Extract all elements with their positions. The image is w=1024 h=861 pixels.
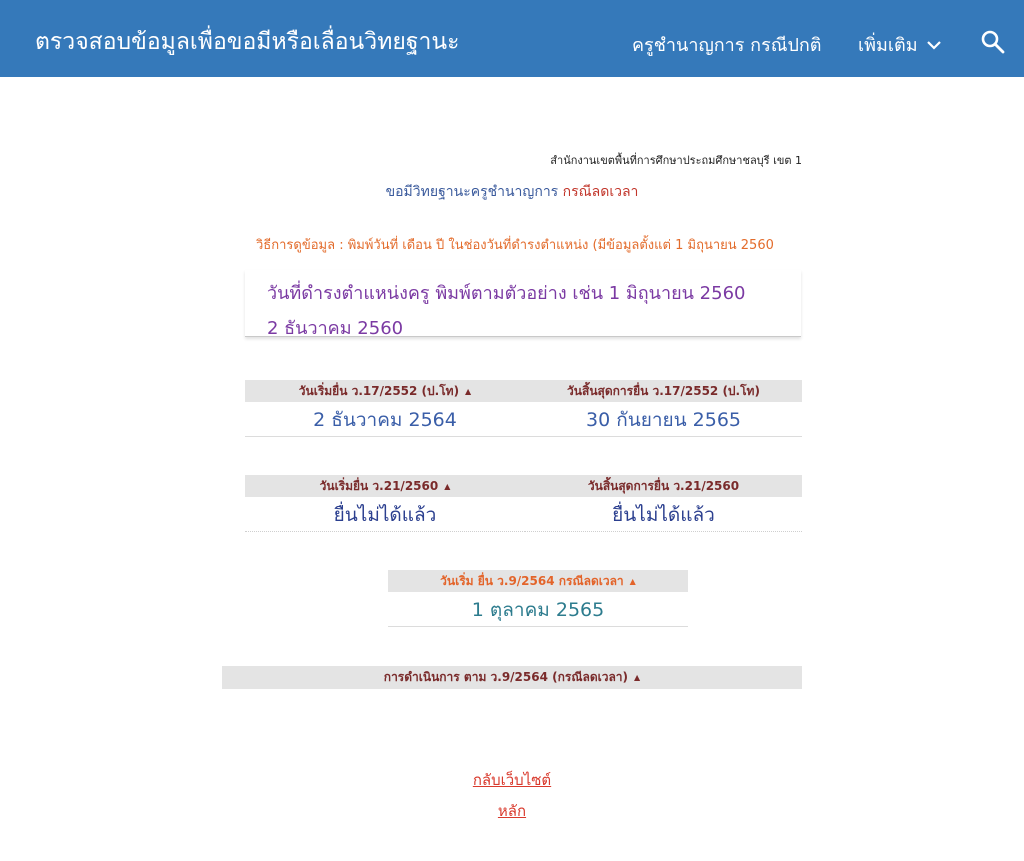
subtitle-main: ขอมีวิทยฐานะครูชำนาญการ — [385, 184, 559, 200]
page-subtitle — [0, 181, 1024, 203]
table2-col2-header[interactable] — [525, 475, 802, 497]
table3-value: 1 ตุลาคม 2565 — [388, 594, 688, 627]
table2-col2-header-label: วันสิ้นสุดการยื่น ว.21/2560 — [587, 478, 740, 493]
back-to-main-site-link[interactable]: กลับเว็บไซต์ — [472, 771, 552, 789]
sort-arrow-icon: ▲ — [629, 576, 636, 586]
office-name: สำนักงานเขตพื้นที่การศึกษาประถมศึกษาชลบุรี เขต 1 — [550, 154, 802, 167]
search-icon[interactable] — [980, 29, 1006, 55]
table3-header[interactable] — [388, 570, 688, 592]
nav-item-regular-expert-teacher[interactable]: ครูชำนาญการ กรณีปกติ — [632, 35, 822, 56]
more-menu-label: เพิ่มเติม — [858, 35, 918, 56]
table4-header[interactable] — [222, 666, 802, 689]
appointment-date-input[interactable] — [245, 270, 801, 337]
instruction-text: วิธีการดูข้อมูล : พิมพ์วันที่ เดือน ปี ในช่องวันที่ดำรงตำแหน่ง (มีข้อมูลตั้งแต่ 1 มิถุนายน 2560 — [256, 238, 774, 253]
sort-arrow-icon: ▲ — [465, 386, 472, 396]
table1-col1-header-label: วันเริ่มยื่น ว.17/2552 (ป.โท) — [298, 383, 460, 398]
table3-header-label: วันเริ่ม ยื่น ว.9/2564 กรณีลดเวลา — [440, 573, 624, 588]
back-to-main-site-link-line2[interactable]: หลัก — [497, 802, 527, 820]
table1-col2-value: 30 กันยายน 2565 — [525, 404, 802, 437]
table1-col1-value: 2 ธันวาคม 2564 — [245, 404, 525, 437]
site-title[interactable]: ตรวจสอบข้อมูลเพื่อขอมีหรือเลื่อนวิทยฐานะ — [35, 29, 460, 55]
sort-arrow-icon: ▲ — [634, 673, 641, 682]
date-input-placeholder: วันที่ดำรงตำแหน่งครู พิมพ์ตามตัวอย่าง เช่น 1 มิถุนายน 2560 — [267, 283, 746, 304]
table2-col1-value: ยื่นไม่ได้แล้ว — [245, 499, 525, 532]
chevron-down-icon — [926, 37, 942, 53]
more-menu-button[interactable] — [858, 30, 942, 59]
table1-col2-header-label: วันสิ้นสุดการยื่น ว.17/2552 (ป.โท) — [567, 383, 760, 398]
sort-arrow-icon: ▲ — [444, 481, 451, 491]
table4-header-label: การดำเนินการ ตาม ว.9/2564 (กรณีลดเวลา) — [383, 670, 629, 684]
top-app-bar — [0, 0, 1024, 77]
table1-col2-header[interactable] — [525, 380, 802, 402]
date-input-value[interactable]: 2 ธันวาคม 2560 — [267, 318, 404, 339]
table2-col1-header[interactable] — [245, 475, 525, 497]
table1-col1-header[interactable] — [245, 380, 525, 402]
table2-col1-header-label: วันเริ่มยื่น ว.21/2560 — [319, 478, 439, 493]
subtitle-case: กรณีลดเวลา — [562, 184, 639, 200]
table2-col2-value: ยื่นไม่ได้แล้ว — [525, 499, 802, 532]
